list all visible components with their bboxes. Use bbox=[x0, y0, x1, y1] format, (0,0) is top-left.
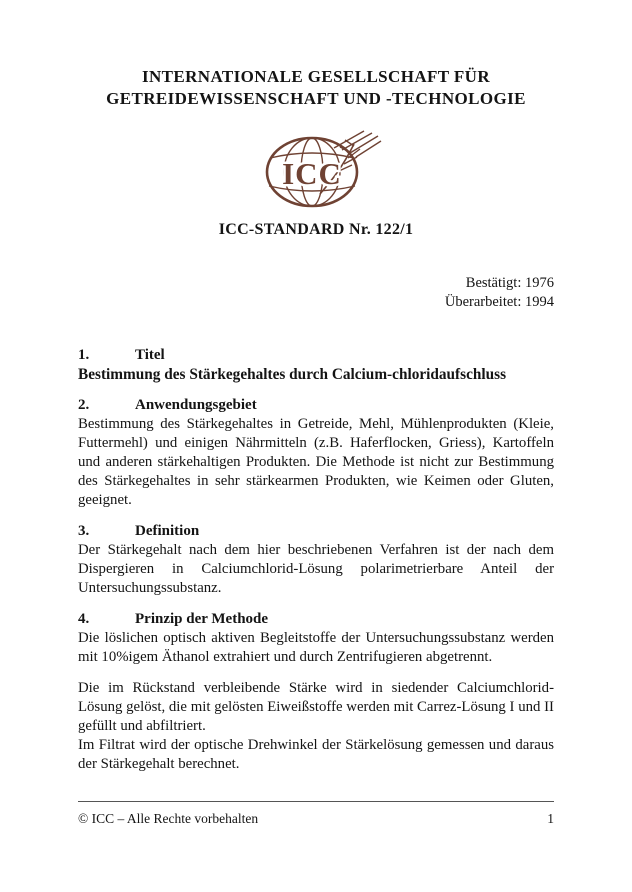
method-title: Bestimmung des Stärkegehaltes durch Calcium-chloridaufschluss bbox=[78, 366, 507, 383]
organization-title-line1: INTERNATIONALE GESELLSCHAFT FÜR bbox=[141, 67, 491, 86]
section-paragraph: Im Filtrat wird der optische Drehwinkel der Stärkelösung gemessen und daraus der Stärkegehalt berechnet. bbox=[78, 737, 554, 772]
section-heading-label: Definition bbox=[135, 523, 200, 539]
section-paragraph: Die löslichen optisch aktiven Begleitstoffe der Untersuchungssubstanz werden mit 10%igem Äthanol extrahiert und durch Zentrifugieren abgetrennt. bbox=[78, 630, 554, 665]
section-heading-label: Anwendungsgebiet bbox=[135, 397, 257, 413]
page-number: 1 bbox=[547, 811, 554, 826]
approved-date: Bestätigt: 1976 bbox=[465, 275, 554, 291]
section-paragraph: Die im Rückstand verbleibende Stärke wird in siedender Calciumchlorid-Lösung gelöst, die mit gelösten Eiweißstoffe werden mit Carrez-Lösung I und II gefüllt und abfiltriert. bbox=[78, 680, 554, 734]
section-paragraph: Der Stärkegehalt nach dem hier beschriebenen Verfahren ist der nach dem Dispergieren in Calciumchlorid-Lösung polarimetrierbare Anteil der Untersuchungssubstanz. bbox=[78, 542, 554, 596]
organization-title-line2: GETREIDEWISSENSCHAFT UND -TECHNOLOGIE bbox=[106, 89, 526, 108]
section-heading bbox=[78, 610, 554, 629]
section-definition bbox=[78, 522, 554, 598]
section-number: 1. bbox=[78, 347, 90, 363]
organization-title bbox=[78, 66, 554, 110]
section-number: 3. bbox=[78, 523, 90, 539]
section-heading-label: Titel bbox=[135, 347, 165, 363]
section-prinzip-der-methode bbox=[78, 610, 554, 774]
section-anwendungsgebiet bbox=[78, 396, 554, 510]
copyright-text: © ICC – Alle Rechte vorbehalten bbox=[78, 811, 259, 826]
logo-rays bbox=[334, 131, 381, 157]
logo-icc-text: ICC bbox=[282, 156, 342, 191]
icc-globe-logo bbox=[264, 130, 382, 210]
section-heading-label: Prinzip der Methode bbox=[135, 611, 269, 627]
standard-number-title: ICC-STANDARD Nr. 122/1 bbox=[218, 221, 414, 238]
section-number: 2. bbox=[78, 397, 90, 413]
section-heading bbox=[78, 346, 554, 365]
section-number: 4. bbox=[78, 611, 90, 627]
section-titel bbox=[78, 346, 554, 384]
status-block bbox=[78, 274, 554, 312]
revised-date: Überarbeitet: 1994 bbox=[444, 294, 554, 310]
page-footer bbox=[78, 801, 554, 827]
section-paragraph: Bestimmung des Stärkegehaltes in Getreide, Mehl, Mühlenprodukten (Kleie, Futtermehl) und einigen Nährmitteln (z.B. Haferflocken, Griess), Kartoffeln und anderen stärkehaltigen Produkten. Die Methode ist nicht zur Bestimmung des Stärkegehaltes in sehr stärkearmen Produkten, wie Keimen oder Gluten, geeignet. bbox=[78, 416, 554, 508]
section-heading bbox=[78, 396, 554, 415]
section-heading bbox=[78, 522, 554, 541]
